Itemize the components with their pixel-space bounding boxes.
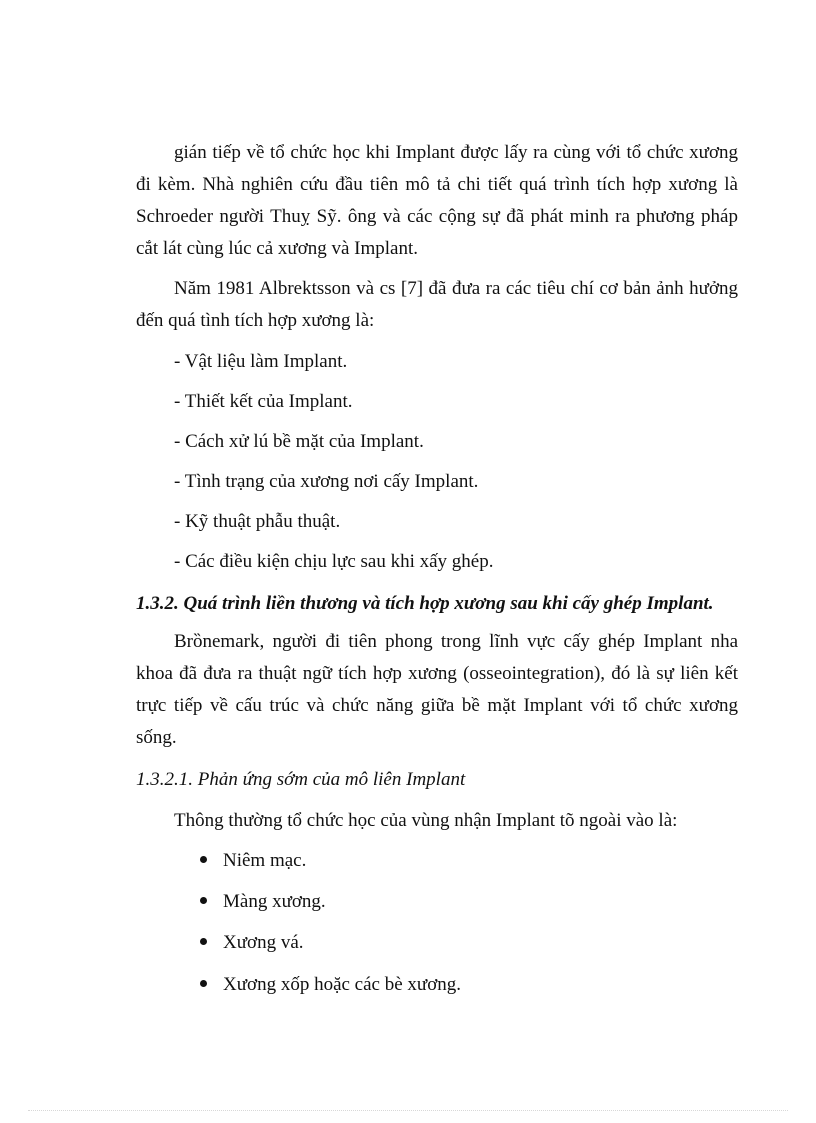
criteria-item: - Thiết kết của Implant.: [174, 391, 353, 412]
criteria-item: - Vật liệu làm Implant.: [174, 351, 348, 372]
layer-list-item: [200, 972, 461, 998]
text-line: đến quá tình tích hợp xương là:: [136, 310, 375, 331]
criteria-item: - Tình trạng của xương nơi cấy Implant.: [174, 471, 479, 492]
layer-label: Màng xương.: [223, 891, 326, 912]
layer-label: Xương xốp hoặc các bè xương.: [223, 974, 462, 995]
text-line: Schroeder người Thuỵ Sỹ. ông và các cộng sự đã phát minh ra phương pháp: [136, 206, 738, 227]
layer-list-item: [200, 889, 326, 915]
layer-label: Xương vá.: [223, 932, 304, 953]
layer-list-item: [200, 930, 304, 956]
text-line: đi kèm. Nhà nghiên cứu đầu tiên mô tả chi tiết quá trình tích hợp xương là: [136, 174, 738, 195]
bullet-icon: [200, 856, 207, 863]
paragraph-albrektsson-criteria: [136, 273, 738, 337]
text-line: cắt lát cùng lúc cả xương và Implant.: [136, 238, 419, 259]
text-line: Brȍnemark, người đi tiên phong trong lĩnh vực cấy ghép Implant nha: [174, 631, 738, 652]
text-line: khoa đã đưa ra thuật ngữ tích hợp xương (osseointegration), đó là sự liên kết: [136, 663, 738, 684]
layer-list-item: [200, 848, 306, 874]
text-line: sống.: [136, 727, 177, 748]
bullet-icon: [200, 938, 207, 945]
criteria-item: - Cách xử lú bề mặt của Implant.: [174, 431, 424, 452]
bullet-icon: [200, 980, 207, 987]
section-heading-1-3-2-1: 1.3.2.1. Phản ứng sớm của mô liên Implant: [136, 769, 466, 790]
text-line: gián tiếp về tổ chức học khi Implant được lấy ra cùng với tổ chức xương: [174, 142, 738, 163]
footer-divider: [28, 1110, 788, 1111]
layer-label: Niêm mạc.: [223, 850, 307, 871]
paragraph-branemark: [136, 626, 738, 754]
text-line: trực tiếp về cấu trúc và chức năng giữa bề mặt Implant với tổ chức xương: [136, 695, 738, 716]
criteria-item: - Các điều kiện chịu lực sau khi xấy ghép.: [174, 551, 494, 572]
paragraph-tissue-layers-intro: Thông thường tổ chức học của vùng nhận Implant tõ ngoài vào là:: [174, 810, 678, 831]
section-heading-1-3-2: 1.3.2. Quá trình liền thương và tích hợp xương sau khi cấy ghép Implant.: [136, 593, 714, 614]
criteria-item: - Kỹ thuật phẫu thuật.: [174, 511, 341, 532]
bullet-icon: [200, 897, 207, 904]
text-line: Năm 1981 Albrektsson và cs [7] đã đưa ra các tiêu chí cơ bản ảnh hưởng: [174, 278, 738, 299]
paragraph-osseointegration-history: [136, 137, 738, 265]
